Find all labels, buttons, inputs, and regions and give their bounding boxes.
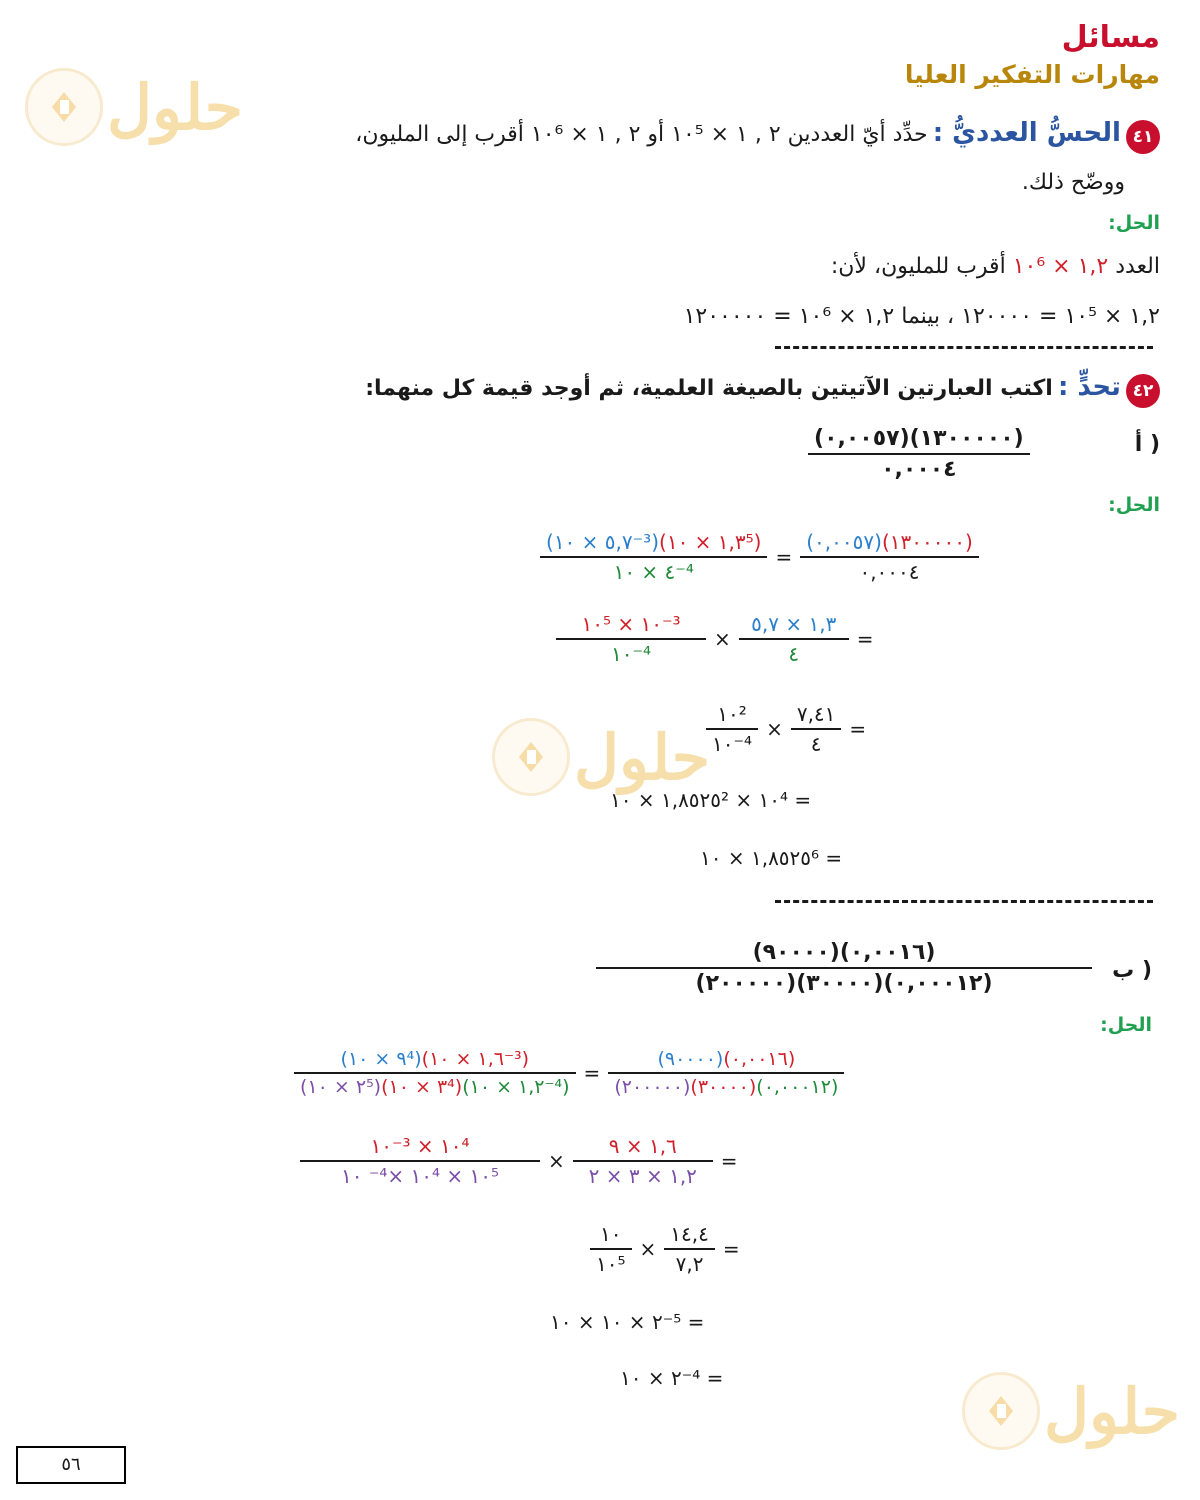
part-b-step-5: ٢ × ١٠⁻⁴ =: [620, 1366, 724, 1390]
part-b-step-3: $\frac{١٠}{\text{١٠⁵}}$ × $\frac{١٤,٤}{٧,٢}$ =: [590, 1220, 740, 1278]
answer-suffix: أقرب للمليون، لأن:: [830, 254, 1006, 279]
answer-value: ١,٢ × ١٠⁶: [1012, 254, 1109, 279]
book-icon: [25, 68, 103, 146]
part-a-step-3: $\frac{\text{١٠²}}{\text{١٠⁻⁴}}$ × $\frac{٧,٤١}{٤}$ =: [706, 700, 866, 758]
q41-calculation: [684, 304, 1160, 329]
book-icon: [962, 1372, 1040, 1450]
solution-label: الحل:: [1100, 1014, 1152, 1036]
question-text-line2: ووضّح ذلك.: [1021, 170, 1125, 195]
solution-label: الحل:: [1108, 212, 1160, 234]
part-a-step-2: $\frac{\text{١٠⁵ × ١٠⁻³}}{\text{١٠⁻⁴}}$ × $\frac{١,٣ \times ٥,٧}{٤}$ =: [556, 610, 874, 668]
question-text: اكتب العبارتين الآتيتين بالصيغة العلمية، ثم أوجد قيمة كل منهما:: [365, 376, 1053, 401]
answer-prefix: العدد: [1115, 254, 1160, 279]
solution-label: الحل:: [1108, 494, 1160, 516]
question-heading: تحدٍّ :: [1057, 372, 1121, 402]
part-a-step-4: ١,٨٥٢٥ × ١٠² × ١٠⁴ =: [610, 788, 812, 812]
q41-answer: [831, 254, 1160, 279]
watermark-text: حلول: [107, 70, 243, 144]
watermark-logo: [492, 718, 710, 796]
calc-b: ١,٢ × ١٠⁶ = ١٢٠٠٠٠٠: [683, 304, 895, 329]
page-number: ٥٦: [16, 1446, 126, 1484]
part-b-expression: [596, 938, 1092, 998]
expression-numerator: (٩٠٠٠٠)(٠,٠٠١٦): [752, 940, 936, 965]
part-b-step-1: $\frac{\text{(٩ × ١٠⁴)(١,٦ × ١٠⁻³)}}{\text{(٢ × ١٠⁵)(٣ × ١٠⁴)(١,٢ × ١٠⁻⁴)}}$ = $\frac{(٩٠٠٠٠)(٠,٠٠١٦)}{(٢٠٠٠٠٠)(٣٠٠٠٠)(٠,٠٠٠١٢)}$: [294, 1046, 844, 1100]
part-b-step-2: $\frac{\text{١٠⁻³ × ١٠⁴}}{\text{١٠ ⁻⁴× ١٠⁴ × ١٠⁵}}$ × $\frac{١,٦ \times ٩}{١,٢ \times ٣ \times ٢}$ =: [300, 1132, 738, 1190]
question-text: حدِّد أيّ العددين ٢ , ١ × ١٠⁵ أو ٢ , ١ × ١٠⁶ أقرب إلى المليون،: [355, 122, 928, 147]
part-b-step-4: ٢ × ١٠ × ١٠⁻⁵ =: [550, 1310, 705, 1334]
watermark-text: حلول: [574, 720, 710, 794]
question-heading: الحسُّ العدديُّ :: [932, 118, 1121, 148]
question-41: [120, 118, 1160, 154]
part-b-label: ب ): [1112, 958, 1152, 983]
expression-numerator: (٠,٠٠٥٧)(١٣٠٠٠٠٠): [814, 426, 1024, 451]
calc-a: ١,٢ × ١٠⁵ = ١٢٠٠٠٠: [961, 304, 1160, 329]
question-42: [160, 372, 1160, 408]
book-icon: [492, 718, 570, 796]
part-a-expression: [808, 424, 1030, 484]
expression-denominator: ٠,٠٠٠٤: [808, 453, 1030, 484]
calc-separator: ، بينما: [901, 304, 955, 329]
watermark-logo: [962, 1372, 1180, 1450]
question-number: ٤٢: [1126, 374, 1160, 408]
part-a-label: أ ): [1134, 432, 1160, 457]
watermark-text: حلول: [1044, 1374, 1180, 1448]
divider: [775, 346, 1153, 349]
question-number: ٤١: [1126, 120, 1160, 154]
expression-denominator: (٢٠٠٠٠٠)(٣٠٠٠٠)(٠,٠٠٠١٢): [596, 967, 1092, 998]
part-a-step-1: $\frac{\text{(٥,٧ × ١٠⁻³)(١,٣ × ١٠⁵)}}{\text{٤ × ١٠⁻⁴}}$ = $\frac{(٠,٠٠٥٧)(١٣٠٠٠٠٠)}{٠,٠٠٠٤}$: [540, 528, 979, 586]
section-title: مسائل: [1061, 20, 1160, 55]
divider: [775, 900, 1153, 903]
part-a-step-5: ١,٨٥٢٥ × ١٠⁶ =: [700, 846, 843, 870]
section-subtitle: مهارات التفكير العليا: [904, 60, 1160, 89]
